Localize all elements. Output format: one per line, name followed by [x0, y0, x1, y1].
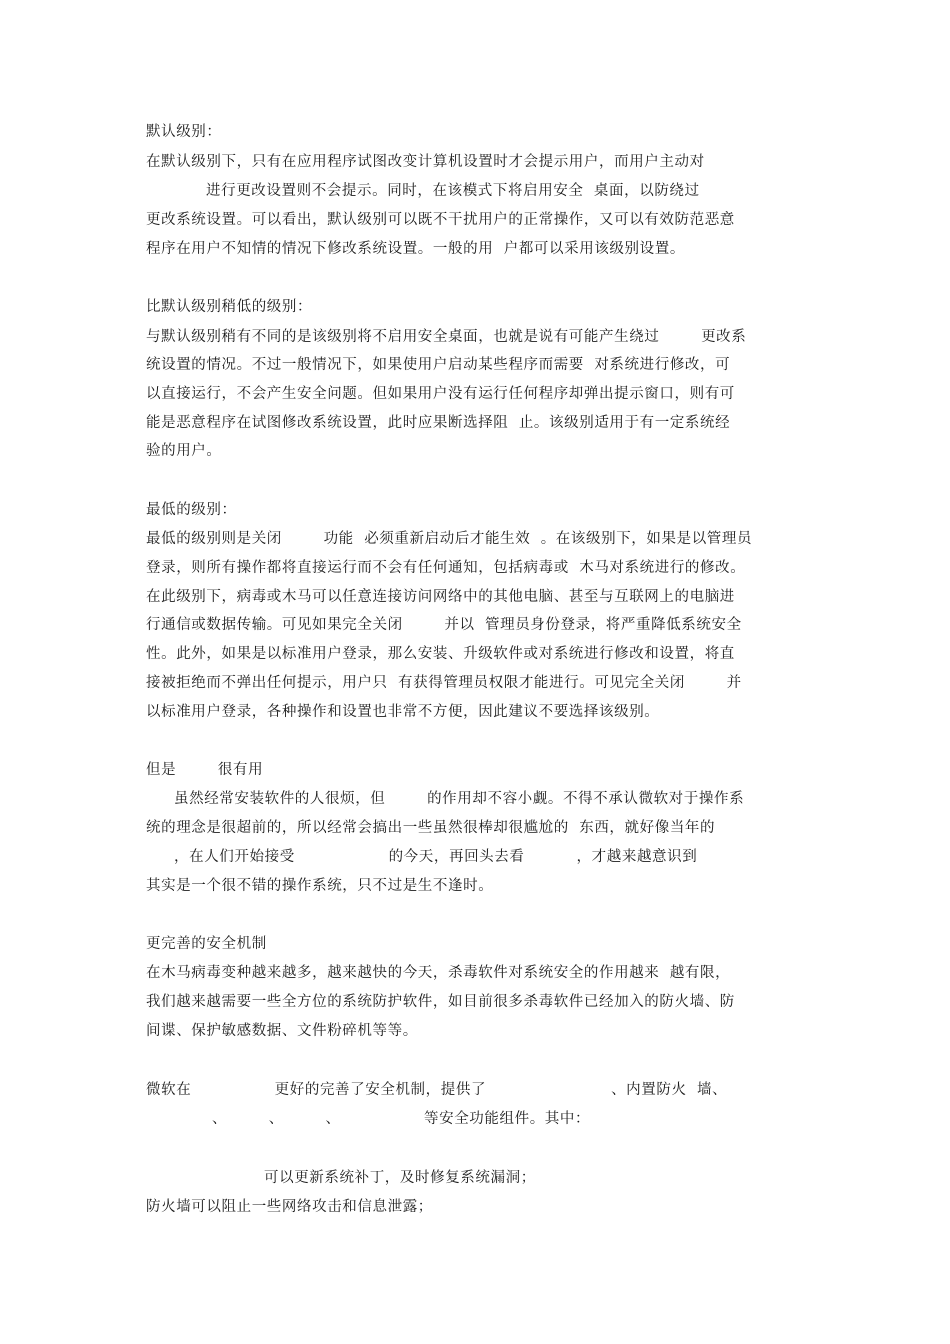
paragraph-line: 在默认级别下，只有在应用程序试图改变计算机设置时才会提示用户，而用户主动对: [146, 154, 705, 170]
paragraph-line: 虽然经常安装软件的人很烦，但 的作用却不容小觑。不得不承认微软对于操作系: [174, 791, 745, 807]
section-heading-useful: 但是 很有用: [146, 762, 264, 778]
paragraph-line: 程序在用户不知情的情况下修改系统设置。一般的用 户都可以采用该级别设置。: [146, 241, 685, 257]
paragraph-line: 统设置的情况。不过一般情况下，如果使用户启动某些程序而需要 对系统进行修改，可: [146, 357, 731, 373]
paragraph-line: 行通信或数据传输。可见如果完全关闭 并以 管理员身份登录，将严重降低系统安全: [146, 617, 742, 633]
paragraph-line: 接被拒绝而不弹出任何提示，用户只 有获得管理员权限才能进行。可见完全关闭 并: [146, 675, 742, 691]
paragraph-line: 能是恶意程序在试图修改系统设置，此时应果断选择阻 止。该级别适用于有一定系统经: [146, 415, 731, 431]
paragraph-line: 间谍、保护敏感数据、文件粉碎机等等。: [146, 1023, 418, 1039]
paragraph-line: 以直接运行，不会产生安全问题。但如果用户没有运行任何程序却弹出提示窗口，则有可: [146, 386, 735, 402]
section-heading-security: 更完善的安全机制: [146, 936, 267, 952]
paragraph-line: 登录，则所有操作都将直接运行而不会有任何通知，包括病毒或 木马对系统进行的修改。: [146, 560, 746, 576]
paragraph-line: 在木马病毒变种越来越多，越来越快的今天，杀毒软件对系统安全的作用越来 越有限，: [146, 965, 731, 981]
section-heading-lower-level: 比默认级别稍低的级别：: [146, 299, 313, 315]
paragraph-line: ，在人们开始接受 的今天，再回头去看 ，才越来越意识到: [174, 849, 698, 865]
paragraph-line: 以标准用户登录，各种操作和设置也非常不方便，因此建议不要选择该级别。: [146, 704, 660, 720]
paragraph-line: 更改系统设置。可以看出，默认级别可以既不干扰用户的正常操作，又可以有效防范恶意: [146, 212, 735, 228]
paragraph-line: 统的理念是很超前的，所以经常会搞出一些虽然很棒却很尴尬的 东西，就好像当年的: [146, 820, 716, 836]
section-heading-lowest-level: 最低的级别：: [146, 502, 237, 518]
paragraph-line: 防火墙可以阻止一些网络攻击和信息泄露；: [146, 1199, 433, 1215]
paragraph-line: 最低的级别则是关闭 功能 必须重新启动后才能生效 。在该级别下，如果是以管理员: [146, 531, 753, 547]
paragraph-line: 微软在 更好的完善了安全机制，提供了 、内置防火 墙、: [146, 1082, 728, 1098]
paragraph-line: 我们越来越需要一些全方位的系统防护软件，如目前很多杀毒软件已经加入的防火墙、防: [146, 994, 735, 1010]
paragraph-line: 性。此外，如果是以标准用户登录，那么安装、升级软件或对系统进行修改和设置，将直: [146, 646, 735, 662]
paragraph-line: 验的用户。: [146, 443, 222, 459]
paragraph-line: 在此级别下，病毒或木马可以任意连接访问网络中的其他电脑、甚至与互联网上的电脑进: [146, 589, 735, 605]
paragraph-line: 与默认级别稍有不同的是该级别将不启用安全桌面，也就是说有可能产生绕过 更改系: [146, 329, 747, 345]
paragraph-line: 其实是一个很不错的操作系统，只不过是生不逢时。: [146, 878, 494, 894]
paragraph-line: 进行更改设置则不会提示。同时，在该模式下将启用安全 桌面，以防绕过: [206, 183, 700, 199]
paragraph-line: 可以更新系统补丁，及时修复系统漏洞；: [264, 1170, 536, 1186]
section-heading-default-level: 默认级别：: [146, 124, 222, 140]
paragraph-line: 、 、 、 等安全功能组件。其中：: [212, 1111, 591, 1127]
